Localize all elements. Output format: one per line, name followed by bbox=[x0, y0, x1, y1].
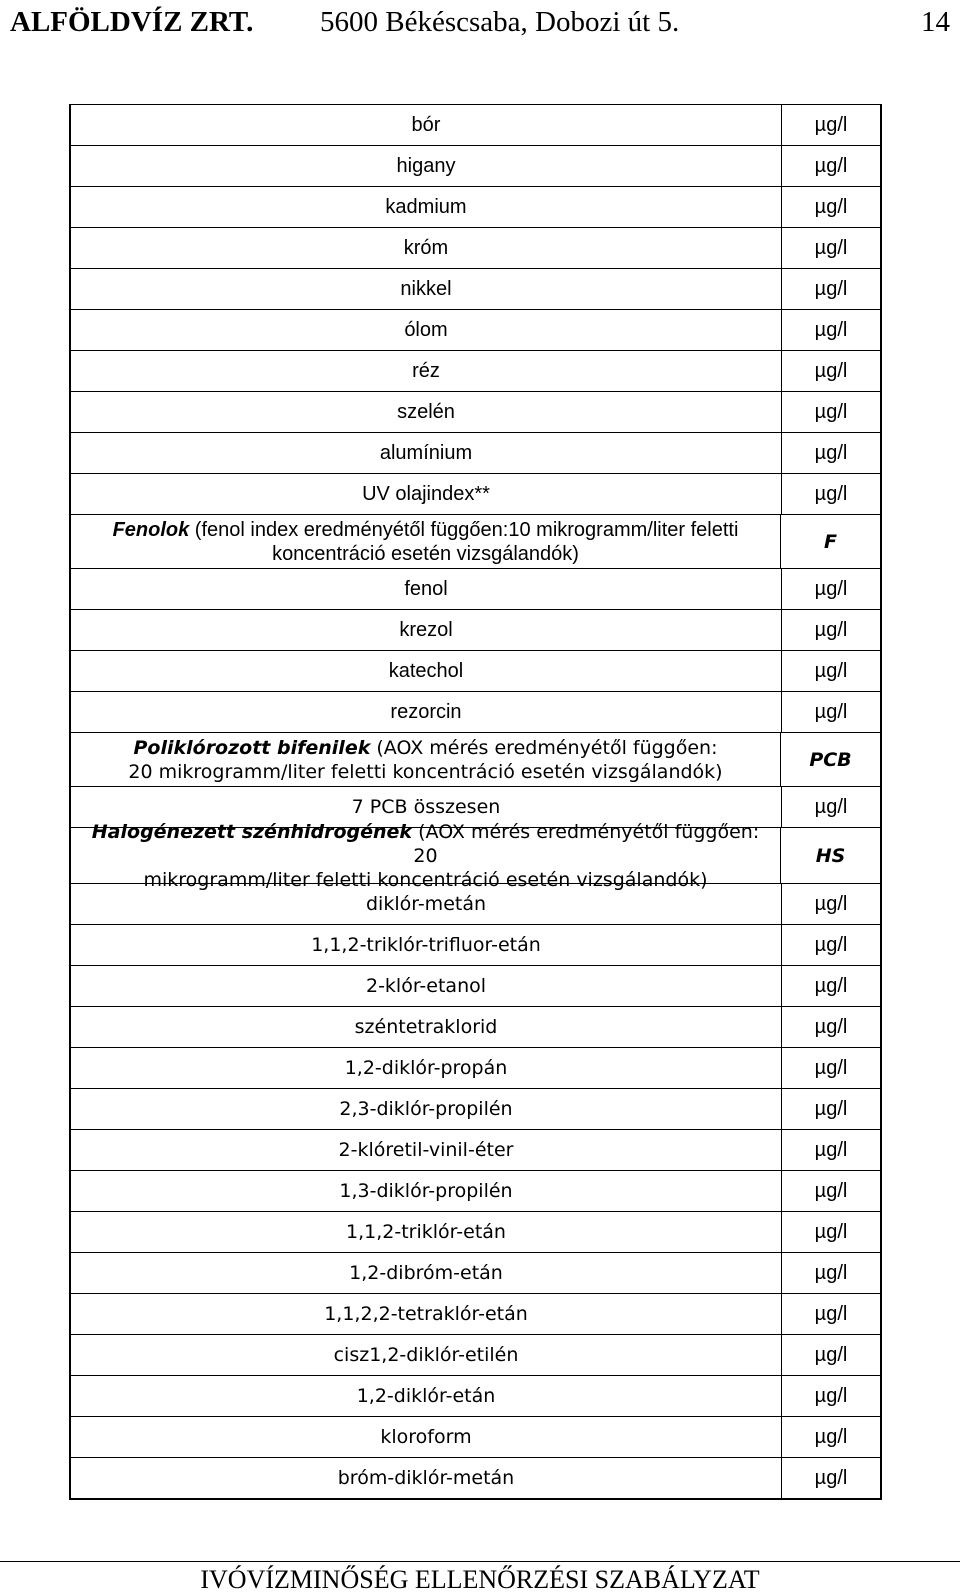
table-row bbox=[71, 1048, 880, 1089]
table-row bbox=[71, 692, 880, 733]
parameter-unit: µg/l bbox=[814, 1262, 848, 1284]
section-line-2: koncentráció esetén vizsgálandók) bbox=[272, 542, 579, 565]
parameter-unit: µg/l bbox=[814, 1344, 848, 1366]
parameter-name: széntetraklorid bbox=[71, 1007, 782, 1047]
table-row bbox=[71, 1130, 880, 1171]
table-row bbox=[71, 1294, 880, 1335]
parameter-name: 2-klóretil-vinil-éter bbox=[71, 1130, 782, 1170]
parameter-name: fenol bbox=[71, 569, 782, 609]
section-code: HS bbox=[815, 844, 846, 867]
company-address: 5600 Békéscsaba, Dobozi út 5. bbox=[320, 6, 680, 38]
table-row bbox=[71, 1376, 880, 1417]
parameter-unit: µg/l bbox=[814, 660, 848, 682]
section-title: Fenolok bbox=[112, 518, 190, 541]
section-description bbox=[71, 820, 781, 891]
section-row bbox=[71, 820, 880, 891]
table-row bbox=[71, 651, 880, 692]
section-text-1: (AOX mérés eredményétől függően: bbox=[370, 736, 718, 759]
parameter-unit: µg/l bbox=[814, 442, 848, 464]
parameter-name: 2,3-diklór-propilén bbox=[71, 1089, 782, 1129]
parameter-name: 7 PCB összesen bbox=[71, 787, 782, 827]
parameter-unit: µg/l bbox=[814, 1221, 848, 1243]
parameter-unit: µg/l bbox=[814, 1098, 848, 1120]
table-row bbox=[71, 392, 880, 433]
parameter-unit: µg/l bbox=[814, 1139, 848, 1161]
parameter-name: 1,2-diklór-propán bbox=[71, 1048, 782, 1088]
table-row bbox=[71, 1335, 880, 1376]
parameter-unit: µg/l bbox=[814, 1057, 848, 1079]
parameter-name: bór bbox=[71, 105, 782, 145]
footer-title: IVÓVÍZMINŐSÉG ELLENŐRZÉSI SZABÁLYZAT bbox=[200, 1565, 760, 1594]
parameter-name: króm bbox=[71, 228, 782, 268]
section-title: Poliklórozott bifenilek bbox=[133, 736, 371, 759]
parameter-unit: µg/l bbox=[814, 1016, 848, 1038]
table-row bbox=[71, 1089, 880, 1130]
parameter-name: UV olajindex** bbox=[71, 474, 782, 514]
parameter-unit: µg/l bbox=[814, 934, 848, 956]
parameter-unit: µg/l bbox=[814, 196, 848, 218]
company-name: ALFÖLDVÍZ ZRT. bbox=[10, 6, 254, 38]
parameter-unit: µg/l bbox=[814, 401, 848, 423]
table-row bbox=[71, 1417, 880, 1458]
parameter-unit: µg/l bbox=[814, 975, 848, 997]
parameter-name: alumínium bbox=[71, 433, 782, 473]
table-row bbox=[71, 966, 880, 1007]
parameter-name: higany bbox=[71, 146, 782, 186]
section-line-1 bbox=[77, 820, 774, 868]
parameter-unit: µg/l bbox=[814, 114, 848, 136]
section-text-1: (AOX mérés eredményétől függően: 20 bbox=[412, 820, 760, 867]
section-code: PCB bbox=[809, 748, 852, 771]
table-row bbox=[71, 925, 880, 966]
parameter-unit: µg/l bbox=[814, 578, 848, 600]
parameter-name: 1,2-diklór-etán bbox=[71, 1376, 782, 1416]
parameter-unit: µg/l bbox=[814, 1180, 848, 1202]
table-row bbox=[71, 310, 880, 351]
parameter-name: 1,2-dibróm-etán bbox=[71, 1253, 782, 1293]
parameter-table bbox=[69, 104, 882, 1500]
table-row bbox=[71, 474, 880, 515]
parameter-name: kadmium bbox=[71, 187, 782, 227]
section-description bbox=[71, 515, 781, 568]
parameter-unit: µg/l bbox=[814, 237, 848, 259]
parameter-name: cisz1,2-diklór-etilén bbox=[71, 1335, 782, 1375]
parameter-unit: µg/l bbox=[814, 319, 848, 341]
section-title: Halogénezett szénhidrogének bbox=[91, 820, 413, 843]
section-line-1 bbox=[133, 736, 717, 760]
table-row bbox=[71, 105, 880, 146]
parameter-unit: µg/l bbox=[814, 1303, 848, 1325]
parameter-unit: µg/l bbox=[814, 1385, 848, 1407]
table-row bbox=[71, 569, 880, 610]
table-row bbox=[71, 1171, 880, 1212]
table-row bbox=[71, 1253, 880, 1294]
table-row bbox=[71, 433, 880, 474]
parameter-name: bróm-diklór-metán bbox=[71, 1458, 782, 1498]
parameter-name: 1,3-diklór-propilén bbox=[71, 1171, 782, 1211]
parameter-unit: µg/l bbox=[814, 155, 848, 177]
section-text-1: (fenol index eredményétől függően:10 mikrogramm/liter feletti bbox=[189, 518, 739, 541]
parameter-unit: µg/l bbox=[814, 1467, 848, 1489]
parameter-name: katechol bbox=[71, 651, 782, 691]
parameter-unit: µg/l bbox=[814, 278, 848, 300]
table-row bbox=[71, 269, 880, 310]
table-row bbox=[71, 228, 880, 269]
table-row bbox=[71, 351, 880, 392]
parameter-unit: µg/l bbox=[814, 701, 848, 723]
parameter-name: 1,1,2,2-tetraklór-etán bbox=[71, 1294, 782, 1334]
footer-divider bbox=[0, 1561, 960, 1562]
parameter-name: krezol bbox=[71, 610, 782, 650]
table-row bbox=[71, 884, 880, 925]
parameter-name: 2-klór-etanol bbox=[71, 966, 782, 1006]
parameter-name: kloroform bbox=[71, 1417, 782, 1457]
parameter-unit: µg/l bbox=[814, 483, 848, 505]
parameter-unit: µg/l bbox=[814, 360, 848, 382]
section-row bbox=[71, 515, 880, 569]
section-description bbox=[71, 733, 781, 786]
table-row bbox=[71, 1212, 880, 1253]
section-row bbox=[71, 733, 880, 787]
table-row bbox=[71, 610, 880, 651]
parameter-unit: µg/l bbox=[814, 893, 848, 915]
parameter-name: szelén bbox=[71, 392, 782, 432]
page-number: 14 bbox=[921, 6, 950, 38]
parameter-name: 1,1,2-triklór-etán bbox=[71, 1212, 782, 1252]
parameter-unit: µg/l bbox=[814, 796, 848, 818]
parameter-name: rezorcin bbox=[71, 692, 782, 732]
section-code: F bbox=[824, 530, 837, 553]
parameter-name: ólom bbox=[71, 310, 782, 350]
table-row bbox=[71, 187, 880, 228]
table-row bbox=[71, 1007, 880, 1048]
parameter-unit: µg/l bbox=[814, 619, 848, 641]
parameter-name: nikkel bbox=[71, 269, 782, 309]
section-line-2: 20 mikrogramm/liter feletti koncentráció esetén vizsgálandók) bbox=[128, 760, 723, 783]
parameter-name: réz bbox=[71, 351, 782, 391]
section-line-2: mikrogramm/liter feletti koncentráció esetén vizsgálandók) bbox=[143, 868, 708, 891]
parameter-name: 1,1,2-triklór-trifluor-etán bbox=[71, 925, 782, 965]
parameter-name: diklór-metán bbox=[71, 884, 782, 924]
section-line-1 bbox=[113, 518, 739, 542]
table-row bbox=[71, 146, 880, 187]
parameter-unit: µg/l bbox=[814, 1426, 848, 1448]
table-row bbox=[71, 1458, 880, 1498]
page-header bbox=[0, 4, 960, 40]
